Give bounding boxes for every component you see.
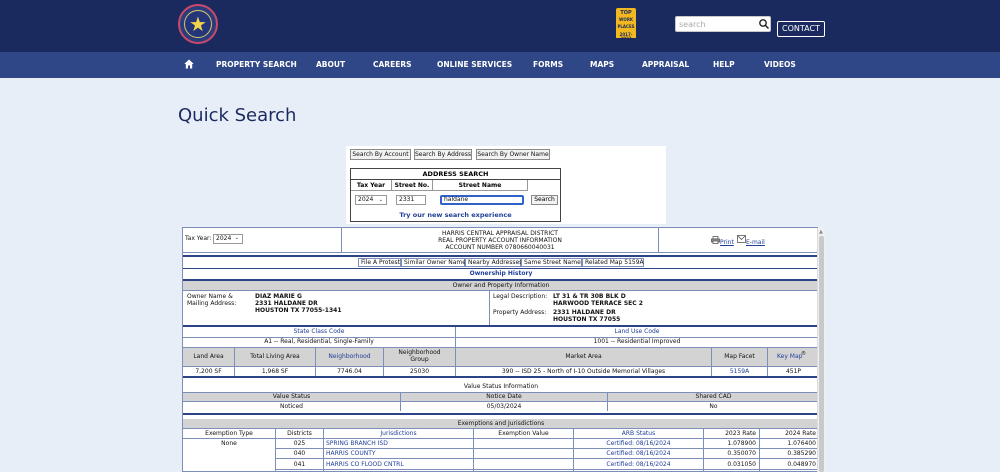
notice-date-value: 05/03/2024 xyxy=(486,403,522,410)
owner-name-label: Owner Name & xyxy=(187,293,233,300)
arb-status-link[interactable]: ARB Status xyxy=(621,430,656,437)
exemption-value-label: Exemption Value xyxy=(498,430,549,437)
street-no-column-label: Street No. xyxy=(392,180,433,191)
account-number: ACCOUNT NUMBER 0780660040031 xyxy=(445,244,555,251)
property-address-line1: 2331 HALDANE DR xyxy=(553,309,616,316)
value-status-label: Value Status xyxy=(272,393,311,400)
rate-2023-value: 0.350070 xyxy=(727,450,756,457)
market-area-label: Market Area xyxy=(565,353,602,360)
section-rule xyxy=(183,255,818,257)
account-info-heading: REAL PROPERTY ACCOUNT INFORMATION xyxy=(438,237,562,244)
top-workplaces-award-badge[interactable] xyxy=(616,8,636,44)
street-name-input[interactable]: haldane xyxy=(440,195,524,205)
site-header xyxy=(0,0,1000,52)
key-map-registered-mark: ® xyxy=(801,351,806,357)
ownership-history-link[interactable]: Ownership History xyxy=(469,270,533,277)
page-title: Quick Search xyxy=(178,105,297,126)
notice-date-label: Notice Date xyxy=(486,393,522,400)
divider xyxy=(275,458,818,459)
arb-status-value: Certified: 08/16/2024 xyxy=(606,450,671,457)
detail-tax-year-value: 2024 xyxy=(216,235,232,242)
section-rule xyxy=(183,268,818,269)
award-text-years: 2017- xyxy=(619,32,633,37)
mailing-address-label: Mailing Address: xyxy=(187,300,237,307)
similar-owner-name-tab[interactable]: Similar Owner Name xyxy=(401,258,465,267)
divider xyxy=(183,366,818,367)
land-area-label: Land Area xyxy=(193,353,224,360)
section-rule xyxy=(183,376,818,378)
account-detail-frame xyxy=(182,227,818,472)
award-strip xyxy=(616,38,636,44)
home-icon[interactable] xyxy=(184,59,194,69)
site-search-input[interactable] xyxy=(679,18,755,30)
nav-property-search[interactable]: PROPERTY SEARCH xyxy=(216,60,297,69)
address-search-button[interactable]: Search xyxy=(531,195,558,205)
divider xyxy=(489,290,490,325)
chevron-down-icon: ⌄ xyxy=(378,197,383,203)
address-search-form xyxy=(350,168,561,222)
state-class-code-link[interactable]: State Class Code xyxy=(293,328,345,335)
same-street-name-tab[interactable]: Same Street Name xyxy=(521,258,582,267)
key-map-value: 451P xyxy=(785,368,802,375)
neighborhood-group-value: 25030 xyxy=(409,368,430,375)
award-text-work: WORK xyxy=(619,17,633,22)
search-icon[interactable] xyxy=(758,18,770,30)
arb-status-value: Certified: 08/16/2024 xyxy=(606,440,671,447)
legal-description-label: Legal Description: xyxy=(493,293,548,300)
award-text-places: PLACES xyxy=(617,24,635,29)
jurisdiction-link[interactable]: HARRIS COUNTY xyxy=(326,450,376,457)
district-code: 040 xyxy=(293,450,306,457)
owner-address-line1: 2331 HALDANE DR xyxy=(255,300,318,307)
legal-description-line1: LT 31 & TR 30B BLK D xyxy=(553,293,626,300)
address-search-heading: ADDRESS SEARCH xyxy=(351,169,560,180)
divider xyxy=(275,448,818,449)
file-a-protest-tab[interactable]: File A Protest xyxy=(358,258,401,267)
nav-videos[interactable]: VIDEOS xyxy=(764,60,796,69)
detail-tax-year-select[interactable] xyxy=(213,234,243,244)
rate-2024-value: 0.385290 xyxy=(787,450,816,457)
divider xyxy=(183,401,818,402)
owner-section-title: Owner and Property Information xyxy=(452,282,550,289)
district-code: 041 xyxy=(293,461,306,468)
email-link[interactable]: E-mail xyxy=(746,239,765,246)
districts-label: Districts xyxy=(287,430,312,437)
jurisdictions-link[interactable]: Jurisdictions xyxy=(380,430,417,437)
exemptions-title: Exemptions and Jurisdictions xyxy=(457,420,545,427)
envelope-icon[interactable] xyxy=(737,235,746,243)
value-status-title: Value Status Information xyxy=(463,383,539,390)
living-area-label: Total Living Area xyxy=(250,353,300,360)
tax-year-select-value: 2024 xyxy=(358,196,374,203)
nav-forms[interactable]: FORMS xyxy=(533,60,564,69)
jurisdiction-link[interactable]: SPRING BRANCH ISD xyxy=(326,440,388,447)
chevron-down-icon: ⌄ xyxy=(234,235,239,241)
related-map-tab[interactable]: Related Map 5159A xyxy=(582,258,644,267)
scroll-up-arrow-icon[interactable]: ▲ xyxy=(819,229,823,235)
contact-button[interactable]: CONTACT xyxy=(777,21,825,37)
owner-address-line2: HOUSTON TX 77055-1341 xyxy=(255,307,342,314)
nav-about[interactable]: ABOUT xyxy=(316,60,346,69)
jurisdiction-link[interactable]: HARRIS CO FLOOD CNTRL xyxy=(326,461,404,468)
district-code: 025 xyxy=(293,440,306,447)
property-address-line2: HOUSTON TX 77055 xyxy=(553,316,621,323)
legal-description-line2: HARWOOD TERRACE SEC 2 xyxy=(553,300,643,307)
exemption-type-value: None xyxy=(221,440,237,447)
street-name-column-label: Street Name xyxy=(433,180,528,191)
award-text-top: TOP xyxy=(620,10,632,16)
key-map-link[interactable]: Key Map xyxy=(777,353,803,360)
divider xyxy=(183,438,818,439)
map-facet-link[interactable]: 5159A xyxy=(729,368,750,375)
hcad-seal-logo[interactable] xyxy=(178,4,218,44)
star-icon: ★ xyxy=(189,12,207,36)
neighborhood-value: 7746.04 xyxy=(337,368,362,375)
divider xyxy=(183,290,818,291)
street-no-input[interactable]: 2331 xyxy=(396,195,426,205)
nearby-addresses-tab[interactable]: Nearby Addresses xyxy=(465,258,521,267)
state-class-code-value: A1 -- Real, Residential, Single-Family xyxy=(264,338,374,345)
search-by-owner-name-button[interactable]: Search By Owner Name xyxy=(477,151,549,158)
search-by-address-button[interactable]: Search By Address xyxy=(415,151,471,158)
value-status-value: Noticed xyxy=(280,403,303,410)
divider xyxy=(183,252,818,253)
neighborhood-group-label-line1: Neighborhood xyxy=(398,349,441,356)
nav-online-services[interactable]: ONLINE SERVICES xyxy=(437,60,513,69)
shared-cad-value: No xyxy=(709,403,718,410)
neighborhood-link[interactable]: Neighborhood xyxy=(328,353,371,360)
tax-year-select[interactable] xyxy=(355,195,387,205)
detail-tax-year-label: Tax Year: xyxy=(185,235,212,242)
owner-name: DIAZ MARIE G xyxy=(255,293,302,300)
section-rule xyxy=(183,413,818,415)
district-name-heading: HARRIS CENTRAL APPRAISAL DISTRICT xyxy=(442,230,558,237)
arb-status-value: Certified: 08/16/2024 xyxy=(606,461,671,468)
living-area-value: 1,968 SF xyxy=(261,368,289,375)
quick-search-panel xyxy=(346,146,666,224)
exemption-type-label: Exemption Type xyxy=(205,430,253,437)
print-link[interactable]: Print xyxy=(720,239,734,246)
site-search xyxy=(675,16,771,32)
new-search-experience-link[interactable]: Try our new search experience xyxy=(399,211,512,219)
detail-scrollbar[interactable] xyxy=(817,228,825,472)
land-use-code-value: 1001 -- Residential Improved xyxy=(593,338,681,345)
divider xyxy=(275,469,818,470)
rate-2024-label: 2024 Rate xyxy=(785,430,816,437)
rate-2024-value: 0.048970 xyxy=(787,461,816,468)
rate-2023-label: 2023 Rate xyxy=(725,430,756,437)
map-facet-label: Map Facet xyxy=(724,353,755,360)
nav-appraisal[interactable]: APPRAISAL xyxy=(642,60,690,69)
search-by-account-button[interactable]: Search By Account xyxy=(350,149,411,160)
land-area-value: 7,200 SF xyxy=(195,368,222,375)
nav-maps[interactable]: MAPS xyxy=(590,60,615,69)
scrollbar-thumb[interactable] xyxy=(819,236,824,472)
divider xyxy=(183,428,818,429)
section-rule xyxy=(183,325,818,327)
shared-cad-label: Shared CAD xyxy=(695,393,732,400)
market-area-value: 390 -- ISD 25 - North of I-10 Outside Memorial Villages xyxy=(501,368,666,375)
tax-year-column-label: Tax Year xyxy=(351,180,392,191)
divider xyxy=(658,228,659,252)
rate-2023-value: 1.078900 xyxy=(727,440,756,447)
neighborhood-group-label-line2: Group xyxy=(410,356,429,363)
nav-help[interactable]: HELP xyxy=(713,60,735,69)
rate-2024-value: 1.076400 xyxy=(787,440,816,447)
nav-careers[interactable]: CAREERS xyxy=(373,60,412,69)
land-use-code-link[interactable]: Land Use Code xyxy=(614,328,660,335)
printer-icon[interactable] xyxy=(711,236,720,244)
main-nav xyxy=(0,52,1000,78)
rate-2023-value: 0.031050 xyxy=(727,461,756,468)
property-address-label: Property Address: xyxy=(493,309,547,316)
